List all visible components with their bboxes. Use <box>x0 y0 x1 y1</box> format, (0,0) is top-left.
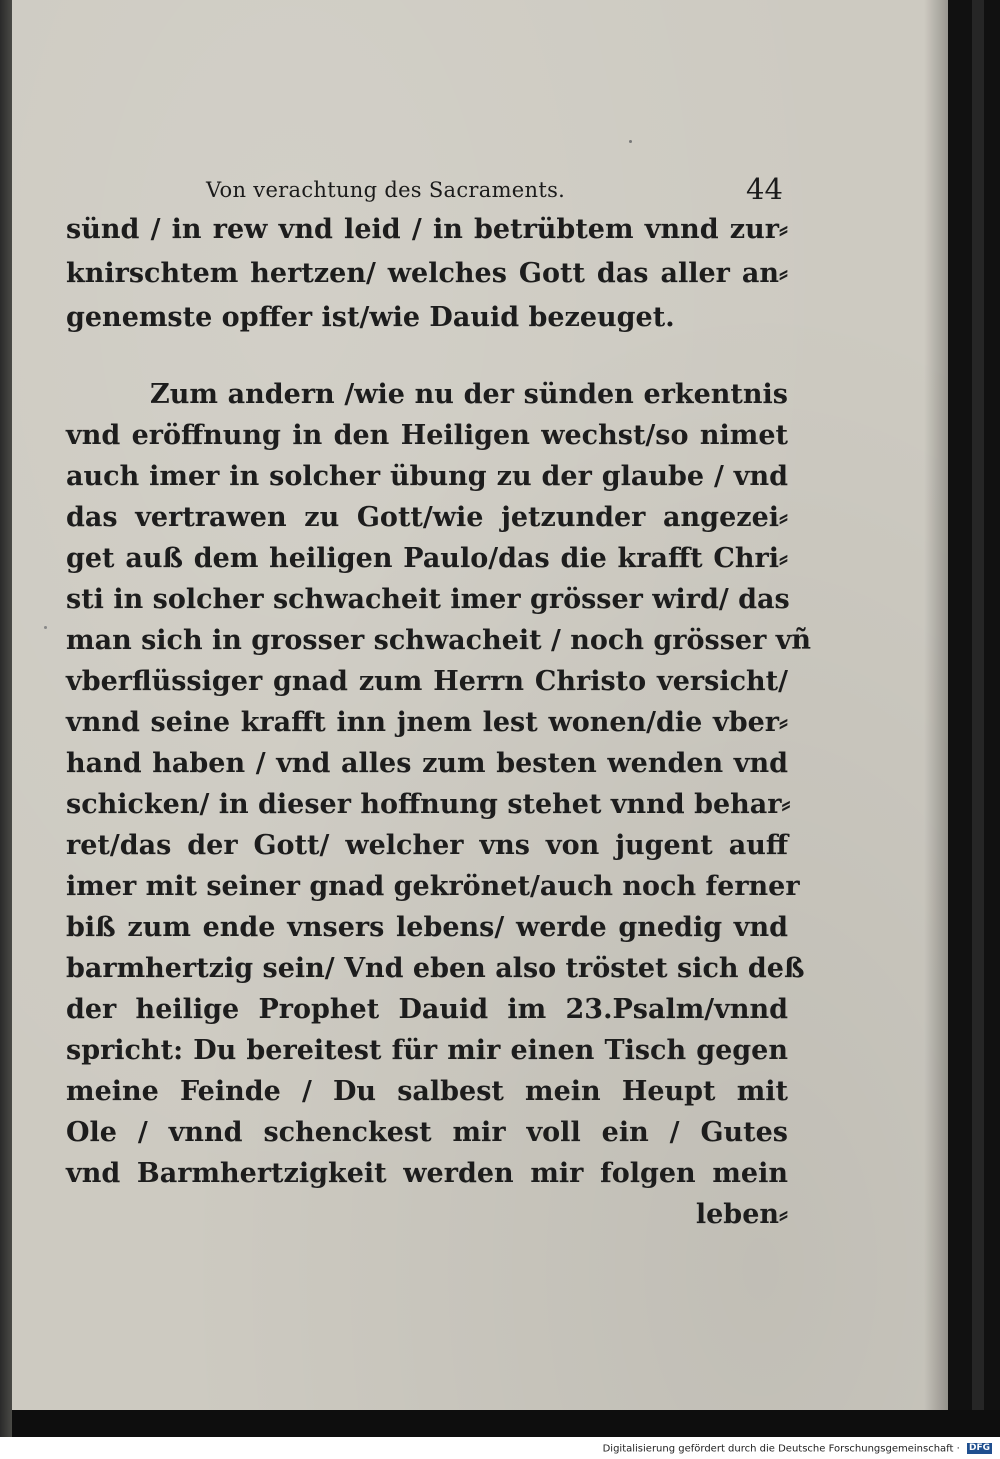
text-line-8: get auß dem heiligen Paulo/das die krafft Chri⸗ <box>66 543 788 574</box>
text-line-1: sünd / in rew vnd leid / in betrübtem vnnd zur⸗ <box>66 214 788 245</box>
text-line-11: vberflüssiger gnad zum Herrn Christo versicht/ <box>66 666 788 697</box>
text-line-15: ret/das der Gott/ welcher vns von jugent auff <box>66 830 788 861</box>
catchword: leben⸗ <box>695 1199 788 1230</box>
text-line-6: auch imer in solcher übung zu der glaube / vnd <box>66 461 788 492</box>
text-line-3: genemste opffer ist/wie Dauid bezeuget. <box>66 302 675 333</box>
text-line-22: Ole / vnnd schenckest mir voll ein / Gutes <box>66 1117 788 1148</box>
text-line-21: meine Feinde / Du salbest mein Heupt mit <box>66 1076 788 1107</box>
dfg-logo: DFG <box>968 1443 990 1453</box>
text-line-2: knirschtem hertzen/ welches Gott das aller an⸗ <box>66 258 788 289</box>
text-line-5: vnd eröffnung in den Heiligen wechst/so nimet <box>66 420 788 451</box>
page-edge-shadow <box>924 0 948 1410</box>
text-line-18: barmhertzig sein/ Vnd eben also tröstet sich deß <box>66 953 805 984</box>
page-number: 44 <box>746 172 783 206</box>
text-line-16: imer mit seiner gnad gekrönet/auch noch ferner <box>66 871 800 902</box>
text-line-20: spricht: Du bereitest für mir einen Tisch gegen <box>66 1035 788 1066</box>
text-line-13: hand haben / vnd alles zum besten wenden vnd <box>66 748 788 779</box>
text-line-10: man sich in grosser schwacheit / noch grösser vñ <box>66 625 812 656</box>
left-binding-edge <box>0 0 12 1437</box>
digitization-credit <box>603 1443 992 1455</box>
text-line-9: sti in solcher schwacheit imer grösser wird/ das <box>66 584 790 615</box>
text-line-14: schicken/ in dieser hoffnung stehet vnnd behar⸗ <box>66 789 791 820</box>
running-head: Von verachtung des Sacraments. <box>206 178 566 202</box>
text-line-23: vnd Barmhertzigkeit werden mir folgen mein <box>66 1158 788 1189</box>
text-line-19: der heilige Prophet Dauid im 23.Psalm/vnnd <box>66 994 788 1025</box>
credit-text: Digitalisierung gefördert durch die Deutsche Forschungsgemeinschaft · <box>602 1443 960 1455</box>
right-scan-border-inner <box>972 0 984 1410</box>
paper-speck <box>629 140 632 143</box>
text-line-7: das vertrawen zu Gott/wie jetzunder angezei⸗ <box>66 502 788 533</box>
text-line-4: Zum andern /wie nu der sünden erkentnis <box>150 379 788 410</box>
text-line-17: biß zum ende vnsers lebens/ werde gnedig vnd <box>66 912 788 943</box>
text-line-12: vnnd seine krafft inn jnem lest wonen/die vber⸗ <box>66 707 788 738</box>
paper-speck <box>44 626 47 629</box>
